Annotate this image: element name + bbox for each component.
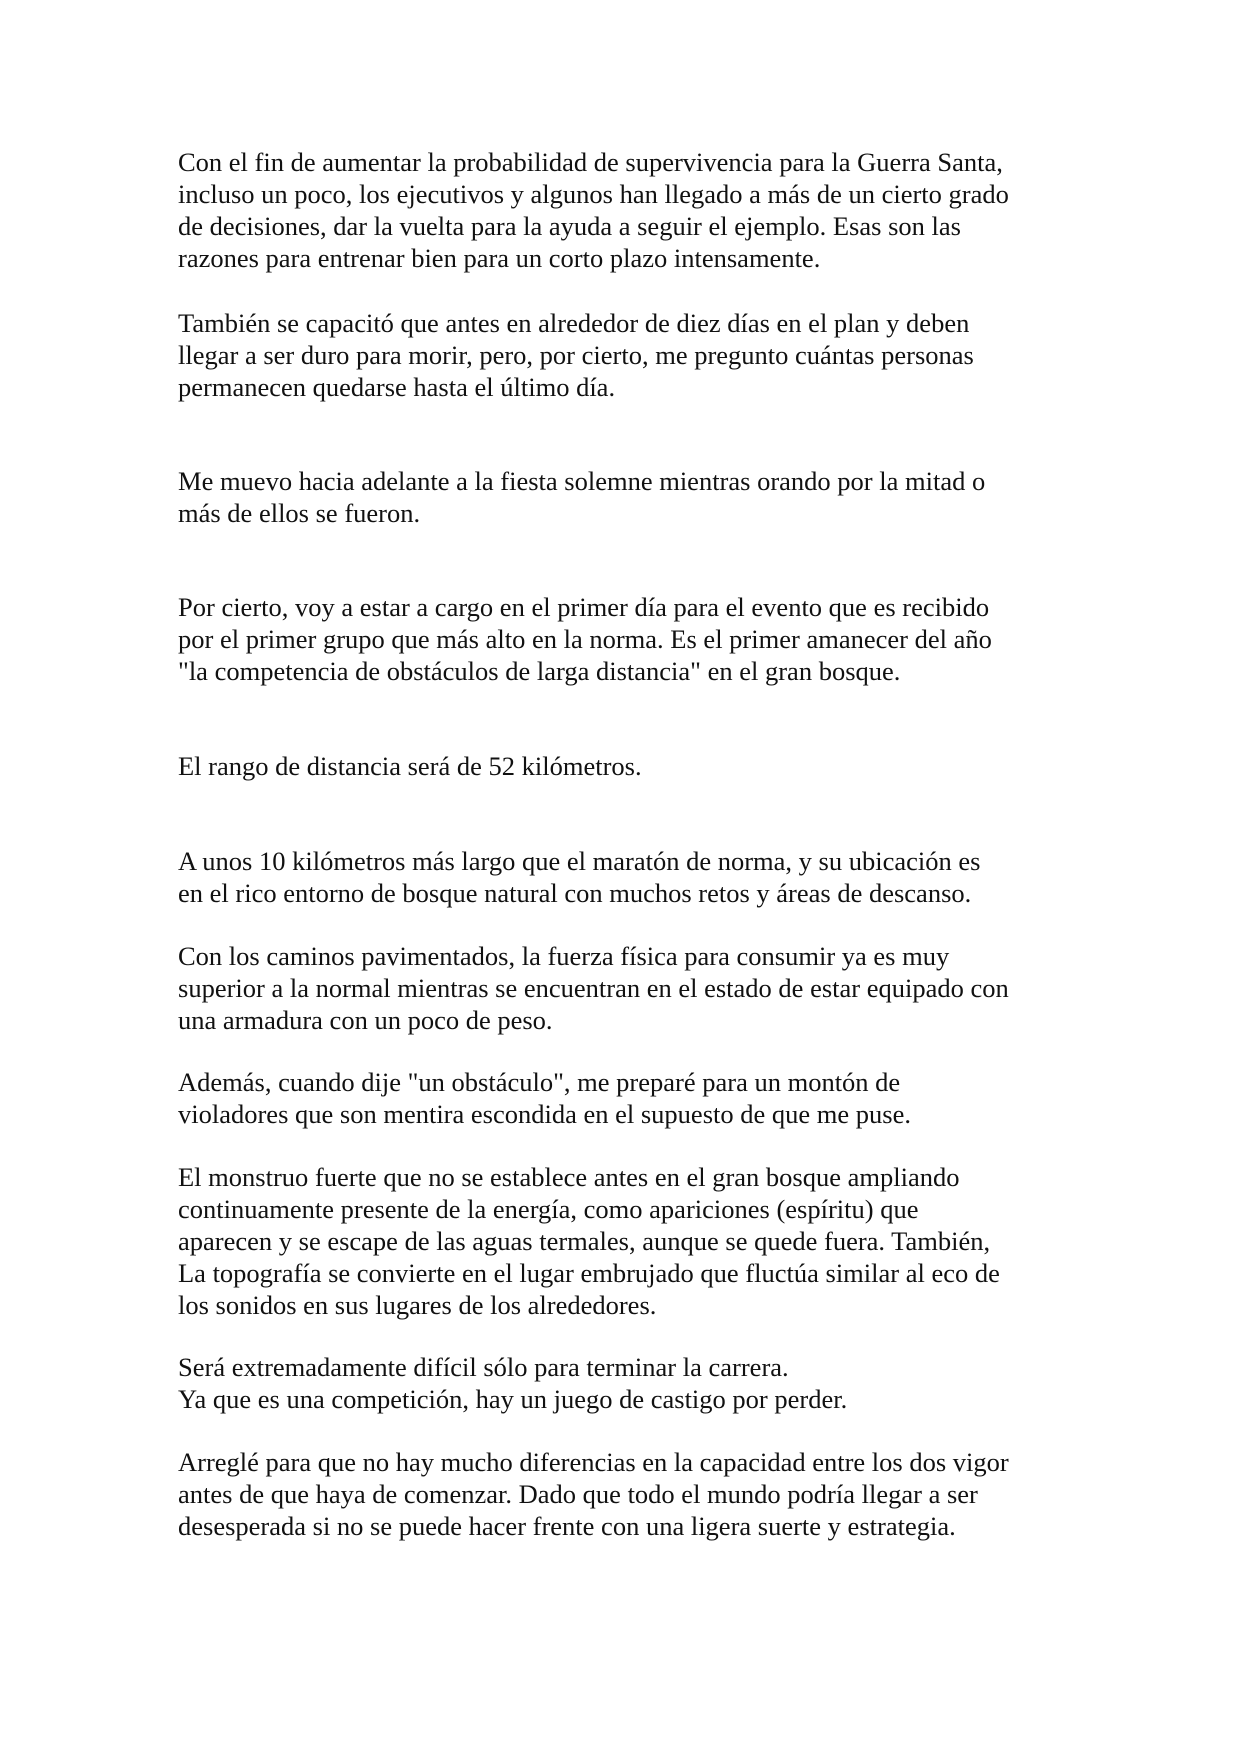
paragraph-10 — [178, 1351, 1078, 1415]
paragraph-2 — [178, 307, 1078, 403]
paragraph-line: A unos 10 kilómetros más largo que el maratón de norma, y su ubicación es — [178, 846, 981, 876]
paragraph-5 — [178, 750, 1078, 782]
paragraph-line: El rango de distancia será de 52 kilómetros. — [178, 751, 642, 781]
paragraph-line: La topografía se convierte en el lugar embrujado que fluctúa similar al eco de — [178, 1258, 1000, 1288]
paragraph-line: razones para entrenar bien para un corto plazo intensamente. — [178, 243, 821, 273]
paragraph-line: También se capacitó que antes en alrededor de diez días en el plan y deben — [178, 308, 970, 338]
paragraph-line: antes de que haya de comenzar. Dado que todo el mundo podría llegar a ser — [178, 1479, 978, 1509]
paragraph-7 — [178, 940, 1078, 1036]
paragraph-line: Arreglé para que no hay mucho diferencias en la capacidad entre los dos vigor — [178, 1447, 1009, 1477]
paragraph-line: más de ellos se fueron. — [178, 498, 421, 528]
paragraph-line: una armadura con un poco de peso. — [178, 1005, 553, 1035]
paragraph-line: Ya que es una competición, hay un juego de castigo por perder. — [178, 1384, 848, 1414]
paragraph-line: los sonidos en sus lugares de los alrededores. — [178, 1290, 657, 1320]
paragraph-9 — [178, 1161, 1078, 1321]
paragraph-4 — [178, 591, 1078, 687]
paragraph-line: aparecen y se escape de las aguas termales, aunque se quede fuera. También, — [178, 1226, 991, 1256]
paragraph-line: desesperada si no se puede hacer frente con una ligera suerte y estrategia. — [178, 1511, 956, 1541]
paragraph-line: Con los caminos pavimentados, la fuerza física para consumir ya es muy — [178, 941, 950, 971]
paragraph-3 — [178, 465, 1078, 529]
paragraph-line: Con el fin de aumentar la probabilidad de supervivencia para la Guerra Santa, — [178, 147, 1003, 177]
paragraph-line: permanecen quedarse hasta el último día. — [178, 372, 616, 402]
paragraph-11 — [178, 1446, 1078, 1542]
paragraph-1 — [178, 146, 1078, 274]
paragraph-line: superior a la normal mientras se encuentran en el estado de estar equipado con — [178, 973, 1009, 1003]
paragraph-line: Por cierto, voy a estar a cargo en el primer día para el evento que es recibido — [178, 592, 990, 622]
paragraph-line: por el primer grupo que más alto en la norma. Es el primer amanecer del año — [178, 624, 992, 654]
paragraph-line: incluso un poco, los ejecutivos y algunos han llegado a más de un cierto grado — [178, 179, 1009, 209]
paragraph-line: en el rico entorno de bosque natural con muchos retos y áreas de descanso. — [178, 878, 972, 908]
paragraph-8 — [178, 1066, 1078, 1130]
paragraph-line: violadores que son mentira escondida en el supuesto de que me puse. — [178, 1099, 911, 1129]
paragraph-line: Me muevo hacia adelante a la fiesta solemne mientras orando por la mitad o — [178, 466, 986, 496]
paragraph-line: El monstruo fuerte que no se establece antes en el gran bosque ampliando — [178, 1162, 960, 1192]
paragraph-line: llegar a ser duro para morir, pero, por cierto, me pregunto cuántas personas — [178, 340, 974, 370]
paragraph-line: continuamente presente de la energía, como apariciones (espíritu) que — [178, 1194, 919, 1224]
paragraph-line: de decisiones, dar la vuelta para la ayuda a seguir el ejemplo. Esas son las — [178, 211, 961, 241]
paragraph-line: Además, cuando dije "un obstáculo", me preparé para un montón de — [178, 1067, 901, 1097]
paragraph-line: Será extremadamente difícil sólo para terminar la carrera. — [178, 1352, 789, 1382]
paragraph-6 — [178, 845, 1078, 909]
paragraph-line: "la competencia de obstáculos de larga distancia" en el gran bosque. — [178, 656, 901, 686]
